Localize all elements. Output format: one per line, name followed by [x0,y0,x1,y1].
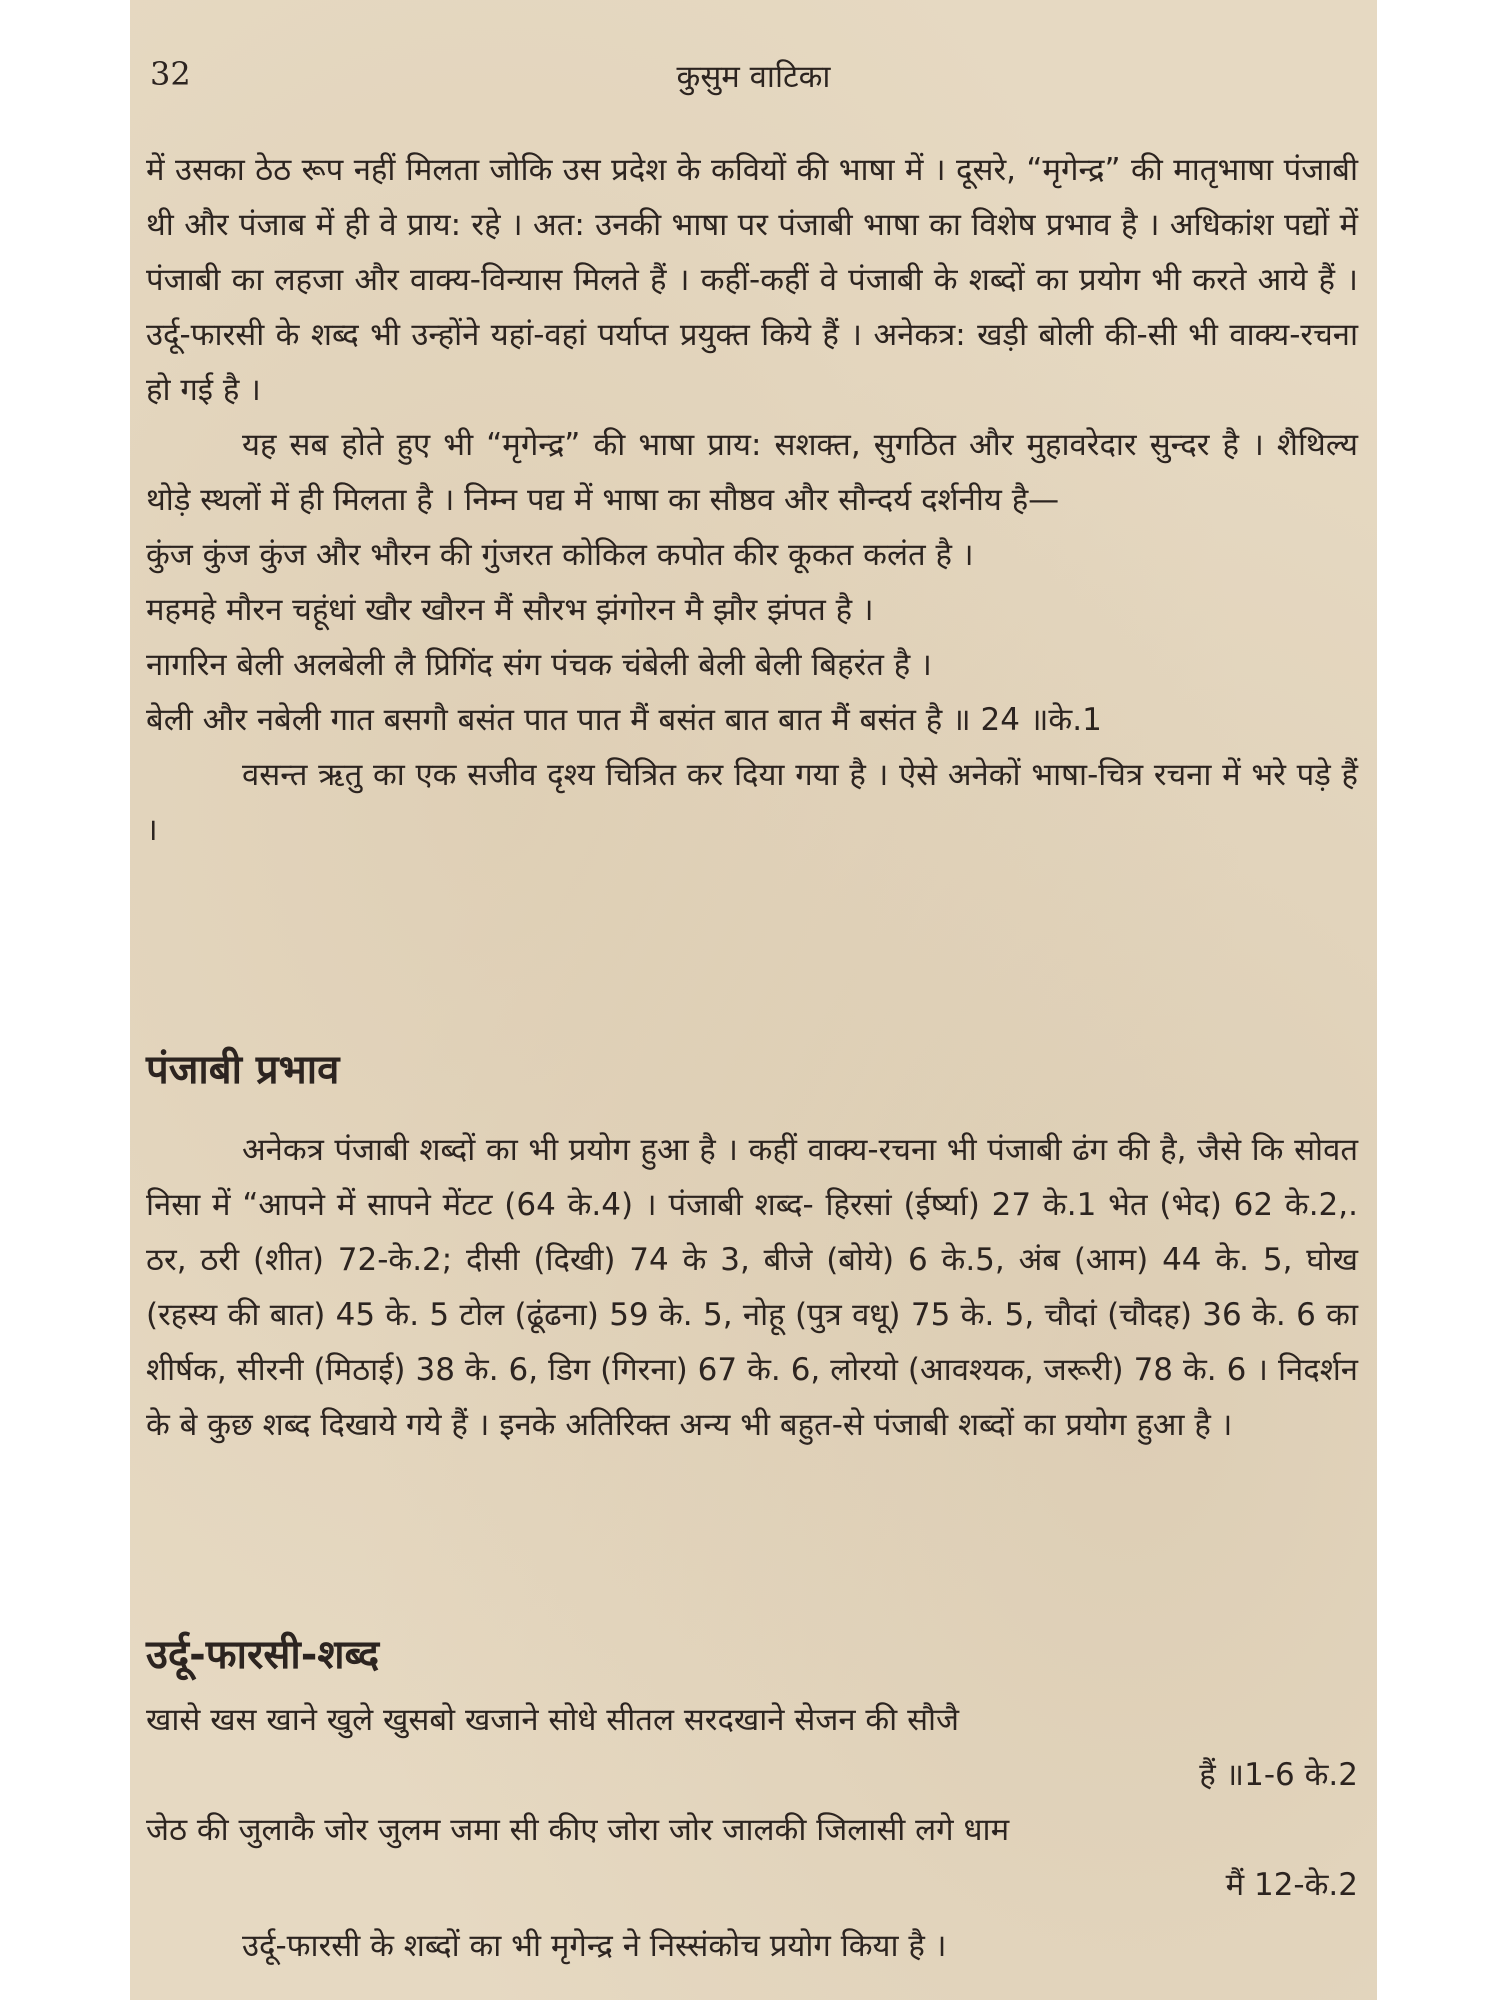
paragraph: अनेकत्र पंजाबी शब्दों का भी प्रयोग हुआ है । कहीं वाक्य-रचना भी पंजाबी ढंग की है, जैसे कि सोवत निसा में “आपने में सापने मेंटट (64 के.4) । पंजाबी शब्द- हिरसां (ईर्ष्या) 27 के.1 भेत (भेद) 62 के.2,. ठर, ठरी (शीत) 72-के.2; दीसी (दिखी) 74 के 3, बीजे (बोये) 6 के.5, अंब (आम) 44 के. 5, घोख (रहस्य की बात) 45 के. 5 टोल (ढूंढना) 59 के. 5, नोहू (पुत्र वधू) 75 के. 5, चौदां (चौदह) 36 के. 6 का शीर्षक, सीरनी (मिठाई) 38 के. 6, डिग (गिरना) 67 के. 6, लोरयो (आवश्यक, जरूरी) 78 के. 6 । निदर्शन के बे कुछ शब्द दिखाये गये हैं । इनके अतिरिक्त अन्य भी बहुत-से पंजाबी शब्दों का प्रयोग हुआ है । [146,1132,1358,1443]
verse-reference: मैं 12-के.2 [1225,1867,1358,1903]
section-punjabi-influence [146,1123,1358,1453]
book-page [130,0,1377,2000]
paragraph: उर्दू-फारसी के शब्दों का भी मृगेन्द्र ने निस्संकोच प्रयोग किया है । [242,1928,947,1964]
verse-line: कुंज कुंज कुंज और भौरन की गुंजरत कोकिल कपोत कीर कूकत कलंत है । [146,537,974,573]
verse-reference: हैं ॥1-6 के.2 [1199,1757,1358,1793]
page-number: 32 [150,55,191,93]
verse-line: महमहे मौरन चहूंधां खौर खौरन मैं सौरभ झंगोरन मै झौर झंपत है । [146,592,874,628]
section-language-intro [146,143,1358,858]
verse-line: नागरिन बेली अलबेली लै प्रिगिंद संग पंचक चंबेली बेली बेली बिहरंत है । [146,647,932,683]
verse-block [146,528,1358,748]
paragraph: में उसका ठेठ रूप नहीं मिलता जोकि उस प्रदेश के कवियों की भाषा में । दूसरे, “मृगेन्द्र” की मातृभाषा पंजाबी थी और पंजाब में ही वे प्राय: रहे । अत: उनकी भाषा पर पंजाबी भाषा का विशेष प्रभाव है । अधिकांश पद्यों में पंजाबी का लहजा और वाक्य-विन्यास मिलते हैं । कहीं-कहीं वे पंजाबी के शब्दों का प्रयोग भी करते आये हैं । उर्दू-फारसी के शब्द भी उन्होंने यहां-वहां पर्याप्त प्रयुक्त किये हैं । अनेकत्र: खड़ी बोली की-सी भी वाक्य-रचना हो गई है । [146,152,1358,408]
paragraph: यह सब होते हुए भी “मृगेन्द्र” की भाषा प्राय: सशक्त, सुगठित और मुहावरेदार सुन्दर है । शैथिल्य थोड़े स्थलों में ही मिलता है । निम्न पद्य में भाषा का सौष्ठव और सौन्दर्य दर्शनीय है— [146,427,1358,518]
running-title: कुसुम वाटिका [676,59,831,95]
verse-line: जेठ की जुलाकै जोर जुलम जमा सी कीए जोरा जोर जालकी जिलासी लगे धाम [146,1812,1010,1848]
section-urdu-persian-words [146,1693,1358,1974]
page-header [150,55,1357,105]
section-heading-urdu-persian-words: उर्दू-फारसी-शब्द [146,1632,380,1678]
section-heading-punjabi-influence: पंजाबी प्रभाव [146,1047,340,1093]
verse-line: खासे खस खाने खुले खुसबो खजाने सोधे सीतल सरदखाने सेजन की सौजै [146,1702,960,1738]
verse-line: बेली और नबेली गात बसगौ बसंत पात पात मैं बसंत बात बात मैं बसंत है ॥ 24 ॥के.1 [146,702,1102,738]
paragraph: वसन्त ऋतु का एक सजीव दृश्य चित्रित कर दिया गया है । ऐसे अनेकों भाषा-चित्र रचना में भरे पड़े हैं । [146,757,1358,848]
